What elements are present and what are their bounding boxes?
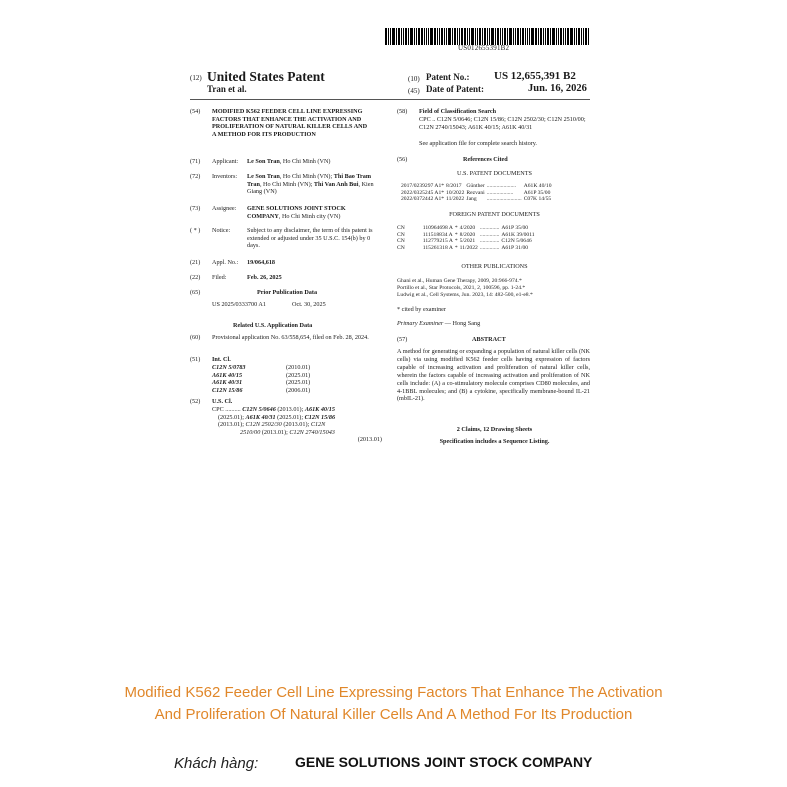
cpc-year: (2013.01);	[275, 406, 305, 413]
us-doc-row	[401, 196, 554, 203]
barcode-bar	[434, 28, 436, 45]
doc-dots: ..............	[479, 244, 500, 251]
client-label: Khách hàng:	[174, 755, 259, 772]
examiner-label: Primary Examiner	[397, 320, 444, 327]
cpc-year: (2025.01);	[218, 413, 246, 421]
inventor-1-loc: , Ho Chi Minh (VN);	[279, 173, 334, 180]
barcode-bar	[583, 28, 584, 45]
field-search-note: See application file for complete search history.	[419, 140, 537, 147]
barcode-bar	[457, 28, 458, 45]
doc-date: 8/2020	[459, 231, 476, 238]
sequence-note: Specification includes a Sequence Listing.	[439, 438, 550, 445]
doc-name: Rezvani	[466, 189, 485, 196]
int-cl-row	[212, 387, 382, 395]
int-cl-code: A61K 40/15	[212, 371, 243, 379]
examiner-line	[397, 320, 480, 328]
header-code-12: (12)	[190, 74, 202, 82]
abstract-title: ABSTRACT	[472, 336, 506, 343]
code-73: (73)	[190, 205, 201, 212]
barcode-bar	[396, 28, 397, 45]
barcode-bar	[410, 28, 413, 45]
claims-count: 2 Claims, 12 Drawing Sheets	[456, 426, 533, 433]
int-cl-row	[212, 364, 382, 372]
barcode-bar	[437, 28, 438, 45]
int-cl-row	[212, 372, 382, 380]
applicant-name: Le Son Tran	[247, 158, 280, 165]
code-58: (58)	[397, 108, 408, 115]
barcode-bar	[459, 28, 460, 45]
doc-number: 2017/0239297 A1*	[401, 183, 445, 189]
foreign-docs-table	[397, 225, 537, 251]
foreign-doc-row	[397, 245, 537, 252]
cpc-code: C12N 5/0646	[242, 406, 276, 413]
us-cl-body	[212, 406, 382, 444]
barcode-bar	[576, 28, 577, 45]
code-65: (65)	[190, 289, 201, 296]
examiner-name: — Hong Sang	[444, 320, 481, 327]
doc-name: Jang	[466, 196, 477, 203]
appl-no-label: Appl. No.:	[212, 259, 239, 266]
foreign-docs-title: FOREIGN PATENT DOCUMENTS	[449, 211, 540, 218]
doc-date: 10/2022	[446, 189, 465, 196]
doc-star: *	[454, 244, 458, 251]
related-app-title: Related U.S. Application Data	[233, 322, 313, 329]
barcode-bar	[408, 28, 409, 45]
barcode-bar	[565, 28, 566, 45]
barcode-bar	[403, 28, 404, 45]
other-pub-item: Ghani et al., Human Gene Therapy, 2009, 20:966-974.*	[397, 278, 522, 284]
references-title: References Cited	[463, 156, 508, 163]
patent-date: Jun. 16, 2026	[528, 83, 587, 94]
int-cl-code: C12N 5/0783	[212, 364, 246, 371]
barcode-bar	[507, 28, 508, 45]
other-pubs-title: OTHER PUBLICATIONS	[461, 263, 528, 270]
doc-dots: ...................	[486, 189, 514, 196]
barcode-bar	[392, 28, 395, 45]
inventor-3: Thi Van Anh Bui	[313, 180, 359, 188]
barcode-bar	[484, 28, 486, 45]
barcode-bar	[543, 28, 544, 45]
barcode-bar	[545, 28, 546, 45]
barcode-bar	[471, 28, 474, 45]
filed-label: Filed:	[212, 274, 227, 281]
cpc-code: A61K 40/15	[304, 406, 335, 413]
barcode-bar	[520, 28, 521, 45]
int-cl-list	[212, 364, 382, 394]
us-cl-title: U.S. Cl.	[212, 398, 233, 405]
barcode-bar	[585, 28, 587, 45]
inventor-2-loc: , Ho Chi Minh (VN);	[259, 180, 314, 188]
caption-line-2: And Proliferation Of Natural Killer Cells And A Method For Its Production	[154, 706, 633, 723]
doc-dots: ..............	[479, 238, 500, 245]
doc-country: CN	[397, 231, 405, 238]
field-search-title: Field of Classification Search	[419, 108, 497, 115]
notice-text: Subject to any disclaimer, the term of this patent is extended or adjusted under 35 U.S.C. 154(b) by 0 days.	[247, 227, 373, 250]
applicant-label: Applicant:	[212, 158, 239, 165]
barcode-bar	[421, 28, 423, 45]
barcode-bar	[385, 28, 387, 45]
barcode-bar	[567, 28, 569, 45]
cited-by-examiner: * cited by examiner	[397, 306, 446, 313]
patent-no-label: Patent No.:	[426, 72, 470, 82]
int-cl-year: (2010.01)	[286, 364, 311, 371]
int-cl-year: (2025.01)	[286, 371, 311, 379]
us-cl-line	[212, 406, 382, 414]
client-name: GENE SOLUTIONS JOINT STOCK COMPANY	[295, 754, 593, 770]
code-22: (22)	[190, 274, 201, 281]
appl-no: 19/064,618	[247, 259, 276, 266]
doc-country: CN	[397, 238, 405, 245]
barcode-number: US012655391B2	[458, 44, 510, 52]
barcode-bar	[461, 28, 463, 45]
other-pub-item: Portillo et al., Star Protocols, 2021, 2, 100596, pp. 1-24.*	[397, 284, 526, 291]
doc-date: 11/2022	[446, 196, 465, 203]
barcode-bar	[477, 28, 478, 45]
filed-date: Feb. 26, 2025	[247, 274, 282, 281]
int-cl-title: Int. Cl.	[212, 356, 231, 363]
int-cl-year: (2025.01)	[286, 379, 311, 387]
code-52: (52)	[190, 398, 201, 405]
header-code-10: (10)	[408, 75, 420, 83]
foreign-doc-row	[397, 238, 537, 245]
barcode-bar	[426, 28, 427, 45]
assignee-label: Assignee:	[212, 205, 237, 212]
us-cl-line	[212, 414, 382, 422]
barcode-bar	[525, 28, 526, 45]
code-71: (71)	[190, 158, 201, 165]
us-doc-row	[401, 190, 554, 197]
provisional-app: Provisional application No. 63/558,654, filed on Feb. 28, 2024.	[212, 334, 369, 341]
inventor-short: Tran et al.	[207, 84, 247, 94]
doc-star: *	[454, 225, 458, 231]
doc-dots: ..............	[479, 231, 500, 238]
barcode-bar	[416, 28, 417, 45]
cpc-label: CPC ..........	[212, 406, 241, 413]
prior-pub-title: Prior Publication Data	[257, 289, 318, 296]
code-56: (56)	[397, 156, 408, 163]
us-cl-line: (2013.01)	[357, 436, 382, 444]
foreign-doc-row	[397, 225, 537, 232]
cpc-code: C12N 2740/15043	[289, 428, 335, 436]
barcode-bar	[550, 28, 551, 45]
barcode-bar	[479, 28, 481, 45]
date-label: Date of Patent:	[426, 84, 484, 94]
barcode-bar	[444, 28, 445, 45]
barcode-bar	[418, 28, 420, 45]
barcode-bar	[398, 28, 400, 45]
assignee-name: GENE SOLUTIONS JOINT STOCK COMPANY	[247, 205, 346, 220]
barcode-bar	[529, 28, 530, 45]
doc-star: *	[454, 231, 458, 238]
us-docs-title: U.S. PATENT DOCUMENTS	[457, 170, 532, 177]
doc-dots: .....................	[486, 183, 517, 189]
inventor-2: Thi Bao Tram Tran	[247, 173, 371, 188]
barcode-bar	[527, 28, 528, 45]
barcode-bar	[448, 28, 451, 45]
doc-number: 112779215 A	[422, 238, 453, 245]
barcode-bar	[500, 28, 501, 45]
barcode-bar	[475, 28, 476, 45]
code-21: (21)	[190, 259, 201, 266]
int-cl-year: (2006.01)	[286, 386, 311, 394]
cpc-year: (2025.01);	[275, 413, 305, 421]
barcode-bar	[439, 28, 440, 45]
header-divider	[190, 99, 590, 100]
barcode-bar	[487, 28, 488, 45]
doc-class: A61P 31/00	[501, 244, 529, 251]
cpc-year: (2013.01);	[218, 421, 246, 429]
cpc-code: C12N 2502/30	[245, 421, 282, 429]
barcode-bar	[454, 28, 456, 45]
barcode-bar	[428, 28, 429, 45]
prior-pub-number: US 2025/0333700 A1	[212, 301, 266, 308]
doc-star: *	[454, 238, 458, 245]
code-60: (60)	[190, 334, 201, 341]
barcode-bar	[502, 28, 503, 45]
doc-number: 2022/0372442 A1*	[401, 196, 445, 203]
caption-line-1: Modified K562 Feeder Cell Line Expressing Factors That Enhance The Activation	[124, 684, 663, 701]
cpc-code: C12N 15/86	[304, 413, 336, 421]
barcode-bar	[556, 28, 557, 45]
foreign-doc-row	[397, 232, 537, 239]
code-51: (51)	[190, 356, 201, 363]
cpc-year: (2013.01);	[281, 421, 311, 429]
barcode-bar	[552, 28, 555, 45]
code-notice: ( * )	[190, 227, 201, 234]
doc-class: C12N 5/0646	[501, 238, 532, 245]
barcode-bar	[535, 28, 537, 45]
barcode-bar	[570, 28, 573, 45]
barcode-bar	[489, 28, 490, 45]
int-cl-code: C12N 15/86	[212, 386, 243, 394]
barcode-bar	[578, 28, 580, 45]
barcode-bar	[581, 28, 582, 45]
cpc-code: C12N	[310, 421, 326, 429]
barcode-bar	[491, 28, 494, 45]
doc-date: 5/2021	[459, 238, 476, 245]
doc-class: A61P 35/00	[523, 189, 551, 196]
barcode-bar	[522, 28, 524, 45]
doc-class: A61P 35/00	[501, 225, 529, 231]
barcode-bar	[405, 28, 407, 45]
doc-date: 4/2020	[459, 225, 476, 231]
barcode-bar	[517, 28, 519, 45]
patent-number: US 12,655,391 B2	[494, 70, 576, 82]
barcode-bar	[390, 28, 391, 45]
doc-name: Günther	[466, 183, 485, 189]
code-54: (54)	[190, 108, 201, 115]
barcode-bar	[563, 28, 564, 45]
barcode-bar	[388, 28, 389, 45]
other-pubs-list	[397, 278, 592, 298]
doc-class: A61K 39/0011	[501, 231, 535, 238]
barcode-bar	[424, 28, 425, 45]
barcode-bar	[497, 28, 499, 45]
invention-title: MODIFIED K562 FEEDER CELL LINE EXPRESSING FACTORS THAT ENHANCE THE ACTIVATION AND PROLIFERATION OF NATURAL KILLER CELLS AND A METHOD FOR ITS PRODUCTION	[212, 108, 368, 138]
doc-class: C07K 14/55	[523, 196, 552, 203]
other-pub-item: Ludwig et al., Cell Systems, Jun. 2023, 14: 482-500, e1-e8.*	[397, 291, 533, 298]
barcode-bar	[495, 28, 496, 45]
doc-date: 11/2022	[459, 244, 478, 251]
field-search-cpc: CPC .. C12N 5/0646; C12N 15/86; C12N 2502/30; C12N 2510/00; C12N 2740/15043; A61K 40/15; A61K 40/31	[419, 116, 586, 131]
barcode-bar	[513, 28, 514, 45]
barcode-bar	[574, 28, 575, 45]
doc-dots: .........................	[486, 196, 522, 203]
doc-dots: ..............	[479, 225, 500, 231]
cpc-code: A61K 40/31	[245, 413, 276, 421]
us-docs-table	[401, 183, 554, 203]
patent-caption	[0, 682, 787, 726]
barcode-bar	[504, 28, 506, 45]
cpc-code: 2510/00	[240, 428, 261, 436]
doc-number: 111518834 A	[422, 231, 453, 238]
barcode	[385, 28, 603, 45]
us-doc-row	[401, 183, 554, 190]
cpc-year: (2013.01);	[260, 428, 290, 436]
assignee-location: , Ho Chi Minh city (VN)	[278, 212, 341, 220]
barcode-bar	[560, 28, 562, 45]
inventor-3-loc: , Kien Giang (VN)	[247, 180, 374, 196]
doc-date: 8/2017	[446, 183, 462, 189]
barcode-bar	[441, 28, 443, 45]
patent-title: United States Patent	[207, 69, 325, 84]
barcode-bar	[469, 28, 470, 45]
barcode-bar	[538, 28, 539, 45]
barcode-bar	[588, 28, 589, 45]
barcode-bar	[509, 28, 512, 45]
us-cl-line	[212, 429, 382, 437]
barcode-bar	[547, 28, 549, 45]
us-cl-line	[212, 421, 382, 429]
prior-pub-date: Oct. 30, 2025	[292, 301, 326, 308]
barcode-bar	[467, 28, 468, 45]
barcode-bar	[430, 28, 433, 45]
code-72: (72)	[190, 173, 201, 180]
inventors-label: Inventors:	[212, 173, 238, 180]
barcode-bar	[482, 28, 483, 45]
barcode-bar	[515, 28, 516, 45]
barcode-bar	[414, 28, 415, 45]
code-57: (57)	[397, 336, 408, 343]
int-cl-row	[212, 379, 382, 387]
barcode-bar	[401, 28, 402, 45]
doc-country: CN	[397, 225, 405, 231]
notice-label: Notice:	[212, 227, 231, 234]
barcode-bar	[446, 28, 447, 45]
barcode-bar	[558, 28, 559, 45]
int-cl-code: A61K 40/31	[212, 379, 243, 387]
doc-class: A61K 40/10	[523, 183, 552, 189]
header-code-45: (45)	[408, 87, 420, 95]
inventor-1: Le Son Tran	[247, 173, 280, 180]
barcode-bar	[452, 28, 453, 45]
abstract-text: A method for generating or expanding a population of natural killer cells (NK cells) via using modified K562 feeder cells having expression of factors capable of increasing activation and proliferation of natural killer cells, wherein the factors capable of increasing activation and proliferation of NK cells include: (A) a co-stimulatory molecule comprises CD80 molecules, and 4-1BBL molecules; and (B) a cytokine, specifically membrane-bound IL-21 (mbIL-21).	[397, 348, 590, 403]
doc-number: 115261318 A	[422, 244, 453, 251]
barcode-bar	[464, 28, 466, 45]
barcode-bar	[531, 28, 534, 45]
applicant-location: , Ho Chi Minh (VN)	[279, 158, 331, 165]
doc-number: 110964698 A	[422, 225, 453, 231]
barcode-bar	[540, 28, 542, 45]
doc-country: CN	[397, 244, 405, 251]
doc-number: 2022/0325245 A1*	[401, 189, 445, 196]
